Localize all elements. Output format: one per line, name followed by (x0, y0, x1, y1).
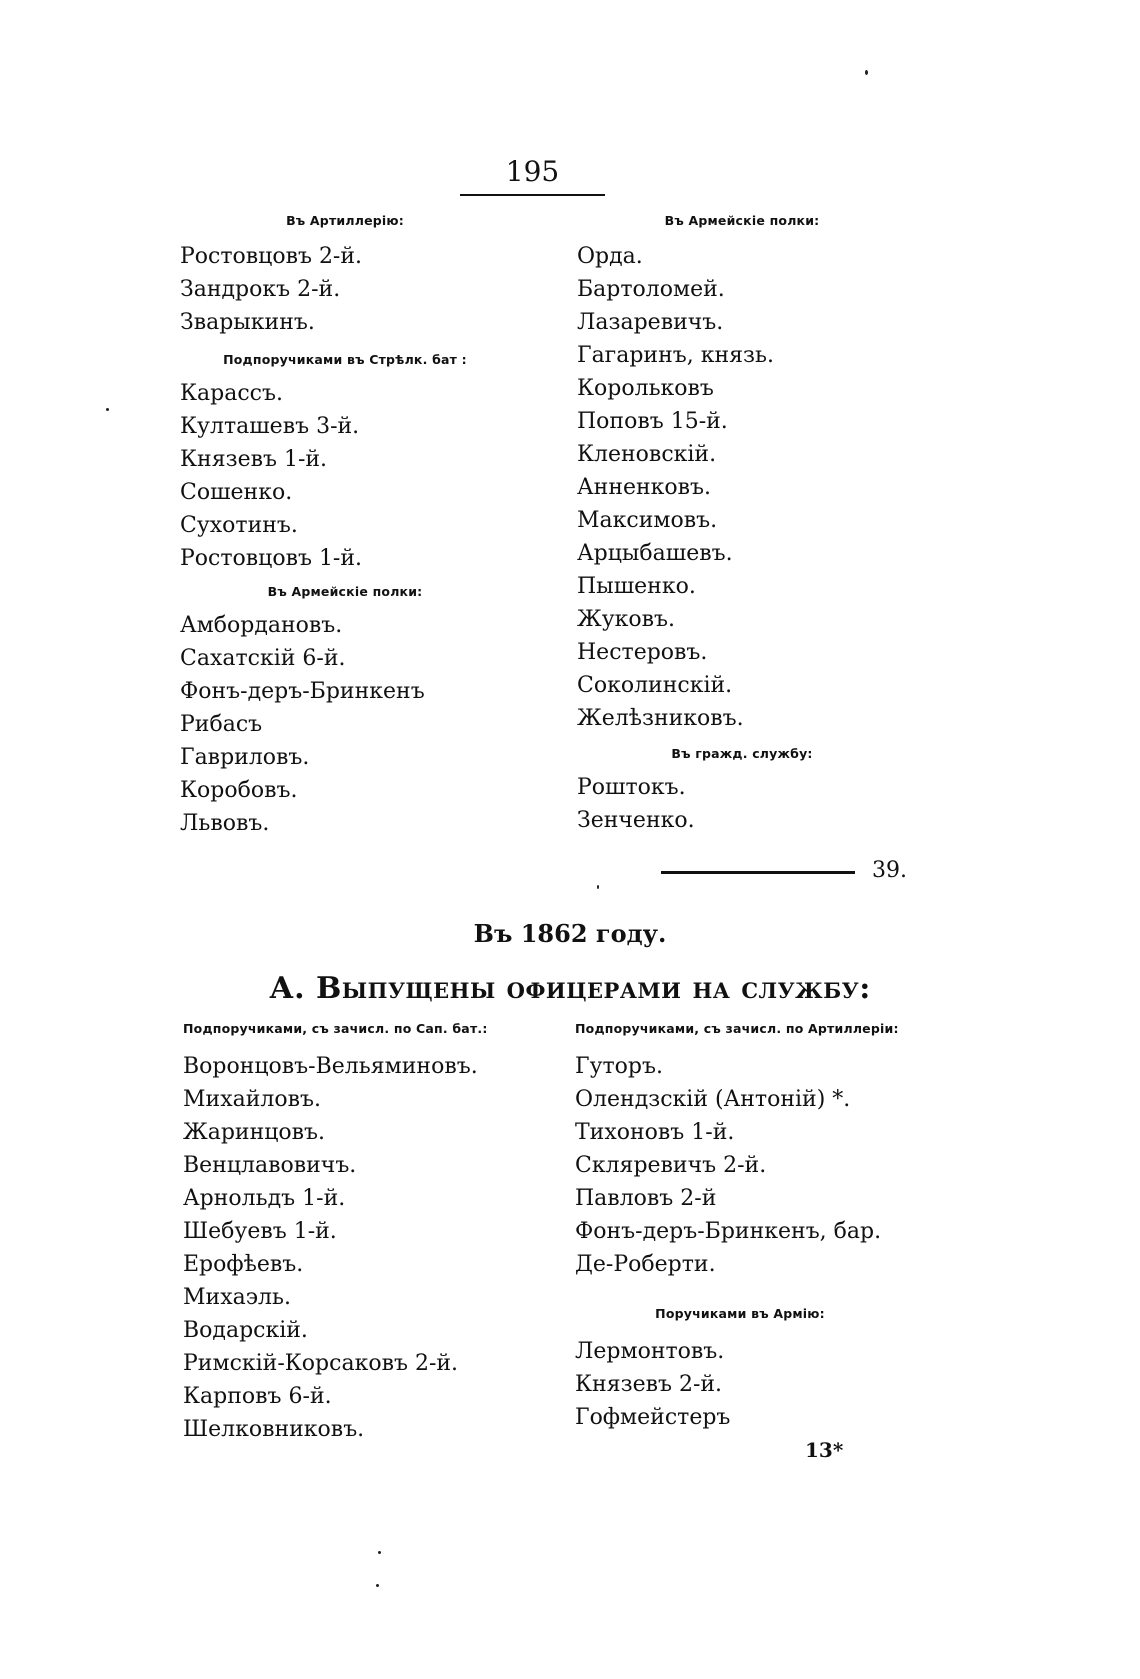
artillery-attached-list (575, 1050, 935, 1281)
list-item: Лермонтовъ. (575, 1339, 725, 1364)
group-heading-artillery: Въ Артиллерію: (286, 213, 404, 228)
army-regiments-list (577, 240, 907, 735)
list-item: Соколинскій. (577, 673, 733, 698)
group-heading-army-lieutenants: Поручиками въ Армію: (655, 1306, 825, 1321)
scan-speck (378, 1551, 381, 1554)
list-item: Зварыкинъ. (180, 310, 315, 335)
signature-mark: 13* (805, 1438, 844, 1462)
list-item: Львовъ. (180, 811, 270, 836)
list-item: Фонъ-деръ-Бринкенъ, бар. (575, 1219, 882, 1244)
list-item: Жуковъ. (577, 607, 676, 632)
list-item: Воронцовъ-Вельяминовъ. (183, 1054, 478, 1079)
list-item: Гагаринъ, князь. (577, 343, 774, 368)
list-item: Шелковниковъ. (183, 1417, 365, 1442)
civil-service-list (577, 771, 907, 837)
list-item: Водарскій. (183, 1318, 308, 1343)
list-item: Шебуевъ 1-й. (183, 1219, 337, 1244)
page-number: 195 (460, 150, 605, 196)
list-item: Карассъ. (180, 381, 283, 406)
list-item: Арцыбашевъ. (577, 541, 733, 566)
sapper-battalions-list (183, 1050, 533, 1446)
rifle-battalions-list (180, 377, 510, 575)
group-heading-sapper-battalions: Подпоручиками, съ зачисл. по Сап. бат.: (183, 1021, 488, 1036)
list-item: Тихоновъ 1-й. (575, 1120, 735, 1145)
total-count: 39. (872, 858, 907, 883)
scan-speck (597, 885, 599, 889)
list-item: Павловъ 2-й (575, 1186, 717, 1211)
scan-speck (376, 1584, 379, 1587)
lower-left-column (183, 1020, 533, 1446)
list-item: Пышенко. (577, 574, 696, 599)
list-item: Кленовскій. (577, 442, 717, 467)
list-item: Бартоломей. (577, 277, 725, 302)
group-heading-rifle-battalions: Подпоручиками въ Стрѣлк. бат : (223, 352, 467, 367)
list-item: Римскій-Корсаковъ 2-й. (183, 1351, 459, 1376)
list-item: Желѣзниковъ. (577, 706, 744, 731)
list-item: Сухотинъ. (180, 513, 298, 538)
list-item: Нестеровъ. (577, 640, 708, 665)
list-item: Ростовцовъ 1-й. (180, 546, 363, 571)
list-item: Арнольдъ 1-й. (183, 1186, 346, 1211)
artillery-list (180, 240, 510, 339)
scan-speck (865, 70, 868, 75)
lower-right-column (575, 1020, 935, 1434)
list-item: Орда. (577, 244, 643, 269)
list-item: Фонъ-деръ-Бринкенъ (180, 679, 425, 704)
list-item: Сахатскій 6-й. (180, 646, 346, 671)
list-item: Скляревичъ 2-й. (575, 1153, 767, 1178)
list-item: Жаринцовъ. (183, 1120, 326, 1145)
scan-speck (106, 408, 109, 411)
list-item: Коробовъ. (180, 778, 298, 803)
list-item: Ерофѣевъ. (183, 1252, 304, 1277)
list-item: Лазаревичъ. (577, 310, 724, 335)
list-item: Максимовъ. (577, 508, 718, 533)
list-item: Князевъ 2-й. (575, 1372, 723, 1397)
list-item: Карповъ 6-й. (183, 1384, 332, 1409)
list-item: Олендзскій (Антоній) *. (575, 1087, 851, 1112)
list-item: Князевъ 1-й. (180, 447, 328, 472)
list-item: Михайловъ. (183, 1087, 321, 1112)
section-title: А. Выпущены офицерами на службу: (269, 971, 871, 1006)
list-item: Гуторъ. (575, 1054, 663, 1079)
list-item: Гофмейстеръ (575, 1405, 731, 1430)
group-heading-army-regiments: Въ Армейскіе полки: (267, 584, 423, 599)
list-item: Амбордановъ. (180, 613, 343, 638)
list-item: Венцлавовичъ. (183, 1153, 357, 1178)
list-item: Зенченко. (577, 808, 695, 833)
group-heading-artillery-attached: Подпоручиками, съ зачисл. по Артиллеріи: (575, 1021, 899, 1036)
group-heading-civil-service: Въ гражд. службу: (671, 746, 813, 761)
list-item: Поповъ 15-й. (577, 409, 728, 434)
list-item: Михаэль. (183, 1285, 291, 1310)
list-item: Рибасъ (180, 712, 263, 737)
upper-left-column (180, 212, 510, 840)
list-item: Де-Роберти. (575, 1252, 716, 1277)
list-item: Сошенко. (180, 480, 293, 505)
upper-right-column (577, 212, 907, 837)
list-item: Анненковъ. (577, 475, 712, 500)
army-lieutenants-list (575, 1335, 935, 1434)
list-item: Гавриловъ. (180, 745, 310, 770)
group-heading-army-regiments: Въ Армейскіе полки: (664, 213, 820, 228)
army-regiments-list (180, 609, 510, 840)
list-item: Роштокъ. (577, 775, 686, 800)
year-title: Въ 1862 году. (473, 919, 667, 948)
list-item: Корольковъ (577, 376, 714, 401)
list-item: Зандрокъ 2-й. (180, 277, 341, 302)
list-item: Ростовцовъ 2-й. (180, 244, 363, 269)
total-rule (661, 871, 855, 874)
list-item: Култашевъ 3-й. (180, 414, 360, 439)
